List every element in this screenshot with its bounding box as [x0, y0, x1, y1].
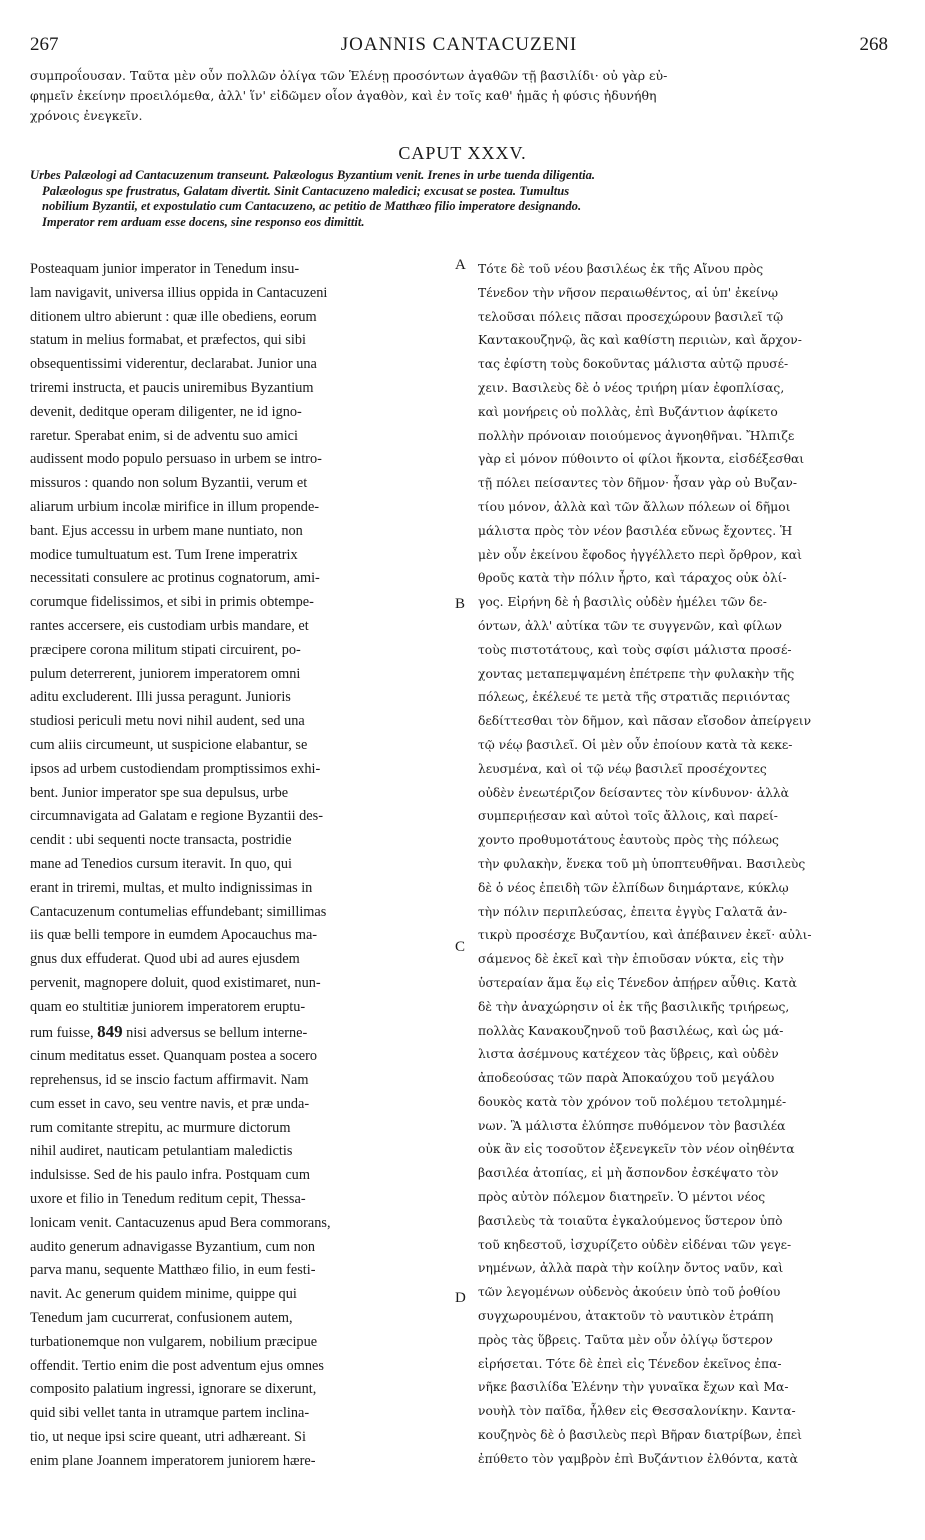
greek-line: τικρὺ προσέσχε Βυζαντίου, καὶ ἀπέβαινεν ἐκεῖ· αὐλι-: [478, 928, 812, 943]
greek-line: τῇ πόλει πείσαντες τὸν δῆμον· ἦσαν γὰρ οὐ Βυζαν-: [478, 476, 798, 491]
greek-line: βασιλέα ἀτοπίας, εἰ μὴ ἄσπονδον ἐσκέψατο τὸν: [478, 1166, 779, 1181]
running-title: JOANNIS CANTACUZENI: [340, 34, 578, 55]
latin-line: corumque fidelissimos, et sibi in primis obtempe-: [30, 594, 314, 611]
latin-line: statum in melius formabat, et præfectos, qui sibi: [30, 332, 306, 349]
intro-line: συμπροΐουσαν. Ταῦτα μὲν οὖν πολλῶν ὀλίγα τῶν Ἑλένῃ προσόντων ἀγαθῶν τῇ βασιλίδι· οὐ γὰρ εὐ-: [30, 68, 668, 83]
latin-line: circumnavigata ad Galatam e regione Byzantii des-: [30, 808, 323, 825]
intro-greek-text: [30, 66, 890, 126]
greek-line: νουὴλ τὸν παῖδα, ἧλθεν εἰς Θεσσαλονίκην. Καντα-: [478, 1404, 796, 1419]
greek-line: τίου μόνον, ἀλλὰ καὶ τῶν ἄλλων πόλεων οἱ δῆμοι: [478, 499, 791, 514]
latin-line: cum aliis circumeunt, ut suspicione elabantur, se: [30, 736, 308, 753]
latin-line: devenit, deditque operam diligenter, ne id igno-: [30, 403, 302, 420]
greek-line: οὐκ ἂν εἰς τοσοῦτον ἐξενεγκεῖν τὸν νέον οἰηθέντα: [478, 1142, 795, 1157]
margin-marker-d: D: [455, 1290, 466, 1306]
greek-line: χοντας μεταπεμψαμένη ἐπέτρεπε τὴν φυλακὴν τῆς: [478, 666, 795, 681]
greek-line: τὴν φυλακὴν, ἕνεκα τοῦ μὴ ὑποπτευθῆναι. Βασιλεὺς: [478, 856, 806, 871]
greek-line: ὑστεραίαν ἅμα ἕῳ εἰς Τένεδον ἀπῄρεν αὖθις. Κατὰ: [478, 975, 797, 990]
greek-column: [478, 258, 890, 1472]
latin-line-part: nisi adversus se bellum interne-: [122, 1024, 308, 1041]
latin-line: bent. Junior imperator spe sua depulsus, urbe: [30, 784, 289, 801]
latin-line: cinum meditatus esset. Quanquam postea a socero: [30, 1048, 318, 1065]
latin-line: erant in triremi, multas, et multo indignissimas in: [30, 879, 313, 896]
greek-line: Καντακουζηνῷ, ἃς καὶ καθίστη περιιὼν, καὶ ἄρχον-: [478, 333, 802, 348]
latin-line: raretur. Sperabat enim, si de adventu suo amici: [30, 427, 298, 444]
greek-line: συγχωρουμένου, ἀτακτοῦν τὸ ναυτικὸν ἐτράπη: [478, 1309, 774, 1324]
latin-line: quid sibi vellet tanta in utramque partem inclina-: [30, 1405, 310, 1422]
latin-line: uxore et filio in Tenedum reditum cepit, Thessa-: [30, 1191, 306, 1208]
chapter-summary: [30, 168, 890, 230]
greek-line: σάμενος δὲ ἐκεῖ καὶ τὴν ἐπιοῦσαν νύκτα, εἰς τὴν: [478, 952, 784, 967]
greek-line: πολλὰς Κανακουζηνοῦ τοῦ βασιλέως, καὶ ὡς μά-: [478, 1023, 784, 1038]
greek-line: δουκὸς κατὰ τὸν χρόνον τοῦ πολέμου τετολμημέ-: [478, 1094, 787, 1109]
latin-line: pervenit, magnopere doluit, quod existimaret, nun-: [30, 974, 321, 991]
latin-line: lonicam venit. Cantacuzenus apud Bera commorans,: [30, 1214, 331, 1231]
latin-line: cendit : ubi sequenti nocte transacta, postridie: [30, 832, 292, 849]
greek-line: πρὸς τὰς ὕβρεις. Ταῦτα μὲν οὖν ὀλίγῳ ὕστερον: [478, 1332, 773, 1347]
column-number: 849: [97, 1021, 123, 1041]
greek-line: συμπεριῄεσαν καὶ αὐτοὶ τοῖς ἄλλοις, καὶ παρεί-: [478, 809, 778, 824]
latin-line: Tenedum jam cucurrerat, confusionem autem,: [30, 1310, 293, 1327]
latin-line: obsequentissimi viderentur, declarabat. Junior una: [30, 356, 317, 373]
latin-line: pulum deterrerent, juniorem imperatorem omni: [30, 665, 301, 682]
summary-line: nobilium Byzantii, et expostulatio cum Cantacuzeno, ac petitio de Matthæo filio imperatore designando.: [42, 199, 582, 214]
latin-line: indulsisse. Sed de his paulo infra. Postquam cum: [30, 1167, 310, 1184]
greek-line: κουζηνὸς δὲ ὁ βασιλεὺς περὶ Βῆραν διατρίβων, ἐπεὶ: [478, 1428, 802, 1443]
greek-line: βασιλεὺς τὰ τοιαῦτα ἐγκαλούμενος ὕστερον ὑπὸ: [478, 1213, 783, 1228]
greek-line: νων. Ἃ μάλιστα ἐλύπησε πυθόμενον τὸν βασιλέα: [478, 1118, 786, 1133]
latin-line: lam navigavit, universa illius oppida in Cantacuzeni: [30, 284, 328, 301]
greek-line: ἀποδεούσας τῶν παρὰ Ἀποκαύχου τοῦ μεγάλου: [478, 1071, 775, 1086]
summary-line: Palæologus spe frustratus, Galatam divertit. Sinit Cantacuzeno maledici; excusat se postea. Tumultus: [42, 183, 570, 198]
latin-line: missuros : quando non solum Byzantii, verum et: [30, 475, 308, 492]
latin-line: iis quæ belli tempore in eumdem Apocauchus ma-: [30, 927, 318, 944]
latin-line: nihil audiret, nauticam petulantiam maledictis: [30, 1143, 293, 1160]
intro-line: φημεῖν ἐκείνην προειλόμεθα, ἀλλ' ἵν' εἰδῶμεν οἷον ἀγαθὸν, καὶ ἐν τοῖς καθ' ἡμᾶς ἡ φύσις ἠδυνήθη: [30, 88, 657, 103]
greek-line: μάλιστα πρὸς τὸν νέον βασιλέα εὔνως ἔχοντες. Ἡ: [478, 523, 793, 538]
greek-line: λευσμένα, καὶ οἱ τῷ νέῳ βασιλεῖ προσέχοντες: [478, 761, 767, 776]
greek-line: γος. Εἰρήνη δὲ ἡ βασιλὶς οὐδὲν ἡμέλει τῶν δε-: [478, 595, 767, 610]
latin-line: bant. Ejus accessu in urbem mane nuntiato, non: [30, 522, 303, 539]
latin-line: necessitati consulere ac protinus cognatorum, ami-: [30, 570, 320, 587]
greek-line: δεδίττεσθαι τὸν δῆμον, καὶ πᾶσαν εἴσοδον ἀπείργειν: [478, 714, 812, 729]
latin-line: Cantacuzenum contumelias effundebant; simillimas: [30, 903, 327, 920]
greek-line: πολλὴν πρόνοιαν ποιούμενος ἀγνοηθῆναι. Ἤλπιζε: [478, 428, 795, 443]
latin-line: aditu excluderent. Illi jussa peragunt. Junioris: [30, 689, 291, 706]
greek-line: τὴν πόλιν περιπλεύσας, ἐπειτα ἐγγὺς Γαλατᾶ ἀν-: [478, 904, 788, 919]
greek-line: τελοῦσαι πόλεις πᾶσαι προσεχώρουν βασιλεῖ τῷ: [478, 309, 784, 324]
greek-line: τῷ νέῳ βασιλεῖ. Οἱ μὲν οὖν ἐποίουν κατὰ τὰ κεκε-: [478, 737, 793, 752]
greek-line: χειν. Βασιλεὺς δὲ ὁ νέος τριήρη μίαν ἐφοπλίσας,: [478, 380, 785, 395]
latin-line: parva manu, sequente Matthæo filio, in eum festi-: [30, 1262, 316, 1279]
latin-line: modice tumultuatum est. Tum Irene imperatrix: [30, 546, 298, 563]
latin-line: audissent modo populo persuaso in urbem se intro-: [30, 451, 322, 468]
margin-marker-b: B: [455, 596, 466, 612]
greek-line: νῆκε βασιλίδα Ἑλένην τὴν γυναῖκα ἔχων καὶ Μα-: [478, 1380, 789, 1395]
latin-line: tio, ut neque ipsi scire queant, utri adhæreant. Si: [30, 1429, 306, 1446]
greek-line: Τότε δὲ τοῦ νέου βασιλέως ἐκ τῆς Αἴνου πρὸς: [478, 262, 764, 276]
summary-line: Imperator rem arduam esse docens, sine responso eos dimittit.: [42, 214, 365, 229]
greek-line: θροῦς κατὰ τὴν πόλιν ἦρτο, καὶ τάραχος οὐκ ὀλί-: [478, 571, 787, 586]
greek-line: τοῦ κηδεστοῦ, ἰσχυρίζετο οὐδὲν εἰδέναι τῶν γεγε-: [478, 1237, 792, 1252]
chapter-title: CAPUT XXXV.: [398, 143, 527, 163]
greek-line: ἐπύθετο τὸν γαμβρὸν ἐπὶ Βυζάντιον ἐλθόντα, κατὰ: [478, 1451, 798, 1466]
latin-line: Posteaquam junior imperator in Tenedum insu-: [30, 261, 300, 277]
latin-line: gnus dux effuderat. Quod ubi ad aures ejusdem: [30, 951, 300, 968]
greek-line: τοὺς πιστοτάτους, καὶ τοὺς σφίσι μάλιστα προσέ-: [478, 642, 792, 657]
greek-line: όντων, ἀλλ' αὐτίκα τῶν τε συγγενῶν, καὶ φίλων: [478, 618, 782, 633]
latin-line: composito palatium ingressi, ignorare se dixerunt,: [30, 1381, 317, 1398]
latin-line: aliarum urbium incolæ mirifice in illum propende-: [30, 498, 320, 515]
latin-line: turbationemque non vulgarem, nobilium præcipue: [30, 1333, 318, 1350]
latin-line: triremi instructa, et paucis uniremibus Byzantium: [30, 379, 314, 396]
latin-line: enim plane Joannem imperatorem juniorem hære-: [30, 1452, 316, 1469]
greek-line: γὰρ εἰ μόνον πύθοιντο οἱ φίλοι ἥκοντα, εἰσδέξεσθαι: [478, 452, 805, 467]
latin-line: navit. Ac generum quidem minime, quippe qui: [30, 1286, 297, 1303]
greek-line: λιστα ἀσέμνους κατέχεον τὰς ὕβρεις, καὶ οὐδὲν: [478, 1047, 779, 1062]
latin-column: [30, 258, 460, 1474]
latin-line: rum comitante strepitu, ac murmure dictorum: [30, 1119, 291, 1136]
greek-line: οὐδὲν ἐνεωτέριζον δείσαντες τὸν κίνδυνον· ἀλλὰ: [478, 785, 789, 800]
latin-line: præcipere corona militum stipati circuirent, po-: [30, 641, 301, 658]
latin-line: mane ad Tenedios cursum iteravit. In quo, qui: [30, 855, 292, 872]
latin-line-part: rum fuisse,: [30, 1024, 98, 1041]
latin-line: offendit. Tertio enim die post adventum ejus omnes: [30, 1357, 324, 1374]
greek-line: πόλεως, ἐκέλευέ τε μετὰ τῆς στρατιᾶς περιιόντας: [478, 690, 791, 705]
greek-line: μὲν οὖν ἐκείνου ἔφοδος ἠγγέλλετο περὶ ὄρθρον, καὶ: [478, 547, 802, 562]
latin-line: studiosi periculi metu novi nihil audent, sed una: [30, 713, 305, 730]
page-number-left: 267: [30, 34, 59, 55]
margin-marker-a: A: [455, 257, 466, 273]
page-header: [30, 34, 888, 58]
page-number-right: 268: [859, 34, 888, 55]
greek-line: τας ἐφίστη τοὺς δοκοῦντας μάλιστα αὐτῷ πρυσέ-: [478, 357, 789, 372]
greek-line: τῶν λεγομένων οὐδενὸς ἀκούειν ὑπὸ τοῦ ῥοθίου: [478, 1285, 781, 1300]
latin-line: rantes accersere, eis custodiam urbis mandare, et: [30, 617, 309, 634]
greek-line: χοντο προθυμοτάτους ἑαυτοὺς πρὸς τὴς πόλεως: [478, 833, 779, 848]
greek-line: πρὸς αὐτὸν πόλεμον διατηρεῖν. Ὁ μέντοι νέος: [478, 1190, 766, 1205]
greek-line: δὲ τὴν ἀναχώρησιν οἱ ἐκ τῆς βασιλικῆς τριήρεως,: [478, 999, 790, 1014]
latin-line: ditionem ultro abierunt : quæ ille obediens, eorum: [30, 308, 317, 325]
greek-line: Τένεδον τὴν νῆσον περαιωθέντος, αἱ ὑπ' ἐκείνῳ: [478, 285, 779, 300]
summary-line: Urbes Palæologi ad Cantacuzenum transeunt. Palæologus Byzantium venit. Irenes in urbe tuenda diligentia.: [30, 168, 596, 182]
latin-line: quam eo stultitiæ juniorem imperatorem eruptu-: [30, 998, 306, 1015]
greek-line: δὲ ὁ νέος ἐπειδὴ τῶν ἐλπίδων διημάρτανε, κύκλῳ: [478, 880, 789, 895]
latin-line: cum esset in cavo, seu ventre navis, et præ unda-: [30, 1095, 310, 1112]
latin-line: audito generum adnavigasse Byzantium, cum non: [30, 1238, 316, 1255]
latin-line: ipsos ad urbem custodiendam promptissimos exhi-: [30, 760, 321, 777]
margin-marker-c: C: [455, 939, 466, 955]
greek-line: νημένων, ἀλλὰ παρὰ τὴν κοίλην ὄντος ναῦν, καὶ: [478, 1261, 784, 1276]
latin-line: [30, 1020, 460, 1046]
latin-line: reprehensus, id se inscio factum affirmavit. Nam: [30, 1072, 309, 1089]
intro-line: χρόνοις ἐνεγκεῖν.: [30, 108, 143, 123]
greek-line: εἰρήσεται. Τότε δὲ ἐπεὶ εἰς Τένεδον ἐκεῖνος ἐπα-: [478, 1356, 782, 1371]
greek-line: καὶ μονήρεις οὐ πολλὰς, ἐπὶ Βυζάντιον ἀφίκετο: [478, 404, 778, 419]
